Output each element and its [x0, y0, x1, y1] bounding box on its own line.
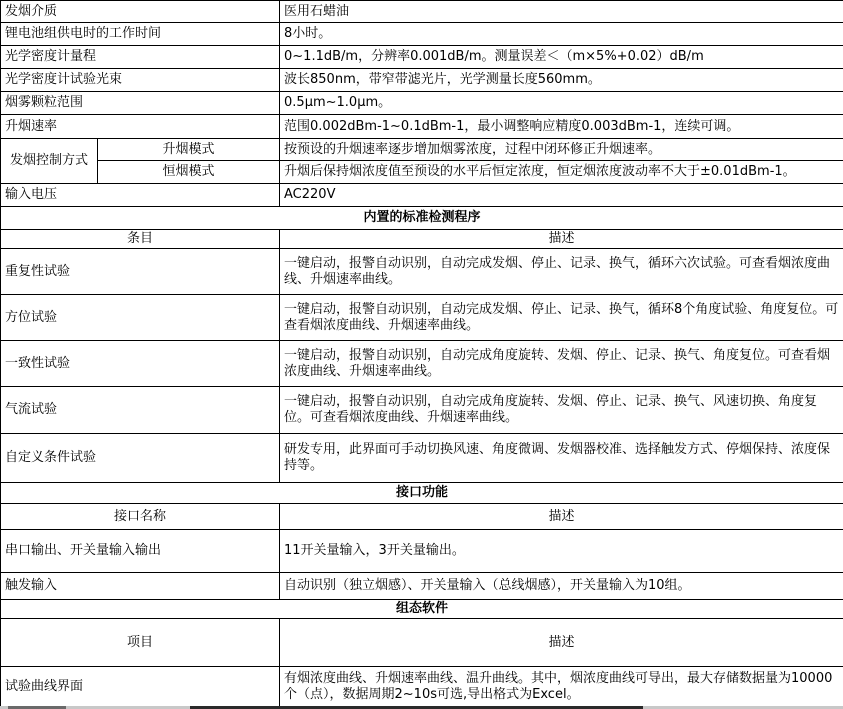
control-mode-group-label: 发烟控制方式	[1, 139, 98, 184]
item-desc: 11开关量输入，3开关量输出。	[280, 530, 843, 573]
item-label: 自定义条件试验	[1, 434, 280, 483]
item-label: 串口输出、开关量输入输出	[1, 530, 280, 573]
spec-row-label: 光学密度计量程	[1, 46, 280, 69]
item-label: 触发输入	[1, 573, 280, 600]
table-row	[1, 23, 843, 46]
table-row	[1, 530, 843, 573]
table-row	[1, 434, 843, 483]
item-desc: 一键启动，报警自动识别，自动完成角度旋转、发烟、停止、记录、换气、角度复位。可查看烟浓度曲线、升烟速率曲线。	[280, 341, 843, 387]
spec-row-label: 光学密度计试验光束	[1, 69, 280, 92]
column-header-desc: 描述	[280, 230, 843, 249]
spec-row-label: 烟雾颗粒范围	[1, 92, 280, 115]
table-row	[1, 295, 843, 341]
section-title: 内置的标准检测程序	[1, 207, 843, 230]
table-row	[1, 249, 843, 295]
table-row	[1, 230, 843, 249]
item-label: 一致性试验	[1, 341, 280, 387]
table-row	[1, 573, 843, 600]
table-row	[1, 69, 843, 92]
spec-row-label: 发烟介质	[1, 1, 280, 23]
table-row	[1, 115, 843, 139]
item-label: 试验曲线界面	[1, 667, 280, 707]
spec-row-desc: AC220V	[280, 184, 843, 207]
item-label: 重复性试验	[1, 249, 280, 295]
spec-row-desc: 波长850nm，带窄带滤光片，光学测量长度560mm。	[280, 69, 843, 92]
column-header-item: 项目	[1, 619, 280, 667]
spec-row-label: 输入电压	[1, 184, 280, 207]
table-row	[1, 139, 843, 161]
table-row	[1, 483, 843, 504]
table-row	[1, 1, 843, 23]
table-row	[1, 341, 843, 387]
spec-row-label: 升烟速率	[1, 115, 280, 139]
item-label: 气流试验	[1, 387, 280, 434]
item-desc: 有烟浓度曲线、升烟速率曲线、温升曲线。其中，烟浓度曲线可导出，最大存储数据量为10000个（点），数据周期2~10s可选,导出格式为Excel。	[280, 667, 843, 707]
control-mode-desc: 按预设的升烟速率逐步增加烟雾浓度，过程中闭环修正升烟速率。	[280, 139, 843, 161]
column-header-item: 条目	[1, 230, 280, 249]
table-row	[1, 92, 843, 115]
item-desc: 一键启动，报警自动识别，自动完成角度旋转、发烟、停止、记录、换气、风速切换、角度复位。可查看烟浓度曲线、升烟速率曲线。	[280, 387, 843, 434]
item-desc: 研发专用，此界面可手动切换风速、角度微调、发烟器校准、选择触发方式、停烟保持、浓度保持等。	[280, 434, 843, 483]
table-row	[1, 207, 843, 230]
spec-row-desc: 0.5μm~1.0μm。	[280, 92, 843, 115]
item-label: 方位试验	[1, 295, 280, 341]
table-row	[1, 667, 843, 707]
table-row	[1, 161, 843, 184]
spec-row-desc: 8小时。	[280, 23, 843, 46]
spec-row-desc: 范围0.002dBm-1~0.1dBm-1，最小调整响应精度0.003dBm-1，连续可调。	[280, 115, 843, 139]
item-desc: 一键启动，报警自动识别，自动完成发烟、停止、记录、换气，循环8个角度试验、角度复位。可查看烟浓度曲线、升烟速率曲线。	[280, 295, 843, 341]
column-header-desc: 描述	[280, 619, 843, 667]
table-row	[1, 600, 843, 619]
table-row	[1, 387, 843, 434]
control-mode-desc: 升烟后保持烟浓度值至预设的水平后恒定浓度，恒定烟浓度波动率不大于±0.01dBm-1。	[280, 161, 843, 184]
spec-row-desc: 医用石蜡油	[280, 1, 843, 23]
table-row	[1, 184, 843, 207]
table-row	[1, 504, 843, 530]
control-mode-name: 恒烟模式	[98, 161, 280, 184]
section-title: 组态软件	[1, 600, 843, 619]
spec-row-desc: 0~1.1dB/m，分辨率0.001dB/m。测量误差＜（m×5%+0.02）dB/m	[280, 46, 843, 69]
spec-row-label: 锂电池组供电时的工作时间	[1, 23, 280, 46]
control-mode-name: 升烟模式	[98, 139, 280, 161]
table-row	[1, 619, 843, 667]
item-desc: 一键启动，报警自动识别，自动完成发烟、停止、记录、换气，循环六次试验。可查看烟浓度曲线、升烟速率曲线。	[280, 249, 843, 295]
section-title: 接口功能	[1, 483, 843, 504]
column-header-desc: 描述	[280, 504, 843, 530]
column-header-item: 接口名称	[1, 504, 280, 530]
item-desc: 自动识别（独立烟感）、开关量输入（总线烟感），开关量输入为10组。	[280, 573, 843, 600]
table-row	[1, 46, 843, 69]
